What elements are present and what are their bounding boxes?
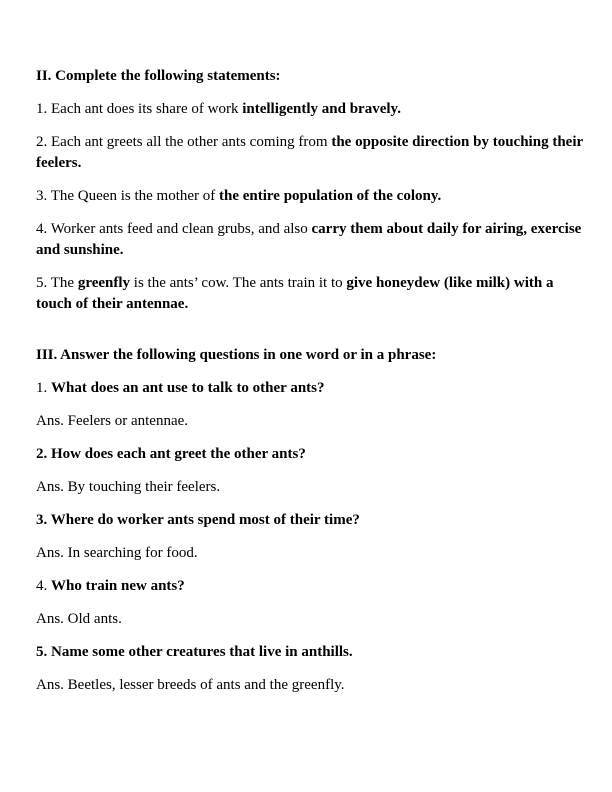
text-run: the opposite direction by touching their feelers.	[36, 134, 583, 171]
answer	[36, 675, 591, 696]
question	[36, 642, 591, 663]
text-run: 5. Name some other creatures that live in anthills.	[36, 644, 353, 660]
text-run: 5. The	[36, 275, 78, 291]
question	[36, 510, 591, 531]
answer	[36, 411, 591, 432]
statement	[36, 186, 591, 207]
text-run: 1. Each ant does its share of work	[36, 101, 243, 117]
text-run: 2. Each ant greets all the other ants coming from	[36, 134, 332, 150]
statement	[36, 219, 591, 261]
answer	[36, 543, 591, 564]
text-run: 4.	[36, 578, 51, 594]
text-run: greenfly	[77, 275, 131, 291]
answer	[36, 477, 591, 498]
text-run: is the ants’ cow. The ants train it to	[130, 275, 347, 291]
text-run: intelligently and bravely.	[242, 101, 401, 117]
statement	[36, 132, 591, 174]
text-run: Ans. By touching their feelers.	[36, 479, 221, 495]
question	[36, 378, 591, 399]
section-heading	[36, 66, 591, 87]
section-heading	[36, 345, 591, 366]
document-content	[36, 66, 591, 696]
statement	[36, 99, 591, 120]
text-run: 3. Where do worker ants spend most of their time?	[36, 512, 360, 528]
question	[36, 576, 591, 597]
text-run: 1.	[36, 380, 51, 396]
text-run: Who train new ants?	[51, 578, 185, 594]
text-run: Ans. Feelers or antennae.	[36, 413, 189, 429]
question	[36, 444, 591, 465]
text-run: II. Complete the following statements:	[36, 68, 281, 84]
text-run: Ans. In searching for food.	[36, 545, 198, 561]
text-run: the entire population of the colony.	[219, 188, 442, 204]
text-run: What does an ant use to talk to other ants?	[51, 380, 325, 396]
statement	[36, 273, 591, 315]
text-run: 3. The Queen is the mother of	[36, 188, 220, 204]
answer	[36, 609, 591, 630]
text-run: Ans. Beetles, lesser breeds of ants and the greenfly.	[36, 677, 345, 693]
text-run: give honeydew (like milk) with a touch of their antennae.	[36, 275, 554, 312]
text-run: carry them about daily for airing, exercise and sunshine.	[36, 221, 582, 258]
text-run: III. Answer the following questions in one word or in a phrase:	[36, 347, 437, 363]
text-run: 2. How does each ant greet the other ants?	[36, 446, 306, 462]
text-run: 4. Worker ants feed and clean grubs, and also	[36, 221, 312, 237]
text-run: Ans. Old ants.	[36, 611, 122, 627]
